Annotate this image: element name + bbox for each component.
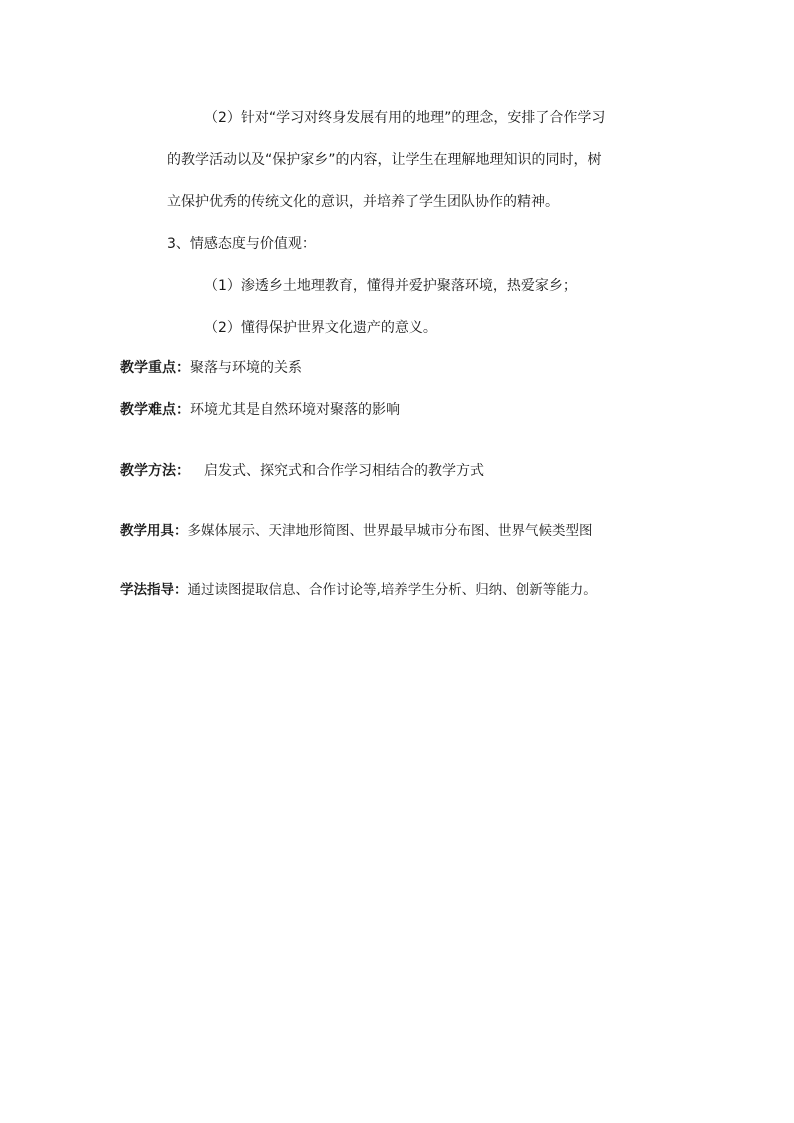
key-point-row <box>120 358 302 378</box>
method-label: 教学方法： <box>120 463 190 479</box>
section3-heading: 3、情感态度与价值观： <box>167 236 316 252</box>
guidance-text: 通过读图提取信息、合作讨论等,培养学生分析、归纳、创新等能力。 <box>187 582 597 598</box>
section3-item-1: （1）渗透乡土地理教育，懂得并爱护聚落环境，热爱家乡； <box>204 278 577 294</box>
guidance-label: 学法指导： <box>120 582 188 598</box>
para2-line1: （2）针对“学习对终身发展有用的地理”的理念，安排了合作学习 <box>204 110 606 126</box>
key-point-label: 教学重点： <box>120 360 190 376</box>
para2-line2: 的教学活动以及“保护家乡”的内容，让学生在理解地理知识的同时，树 <box>167 152 602 168</box>
tools-text: 多媒体展示、天津地形简图、世界最早城市分布图、世界气候类型图 <box>187 523 593 539</box>
method-row <box>120 461 484 481</box>
difficulty-row <box>120 400 400 420</box>
tools-row <box>120 521 593 541</box>
para2-line3: 立保护优秀的传统文化的意识，并培养了学生团队协作的精神。 <box>167 194 559 210</box>
section3-item-2: （2）懂得保护世界文化遗产的意义。 <box>204 320 437 336</box>
difficulty-label: 教学难点： <box>120 402 190 418</box>
difficulty-text: 环境尤其是自然环境对聚落的影响 <box>190 402 400 418</box>
key-point-text: 聚落与环境的关系 <box>190 360 302 376</box>
method-text: 启发式、探究式和合作学习相结合的教学方式 <box>204 463 484 479</box>
tools-label: 教学用具： <box>120 523 188 539</box>
guidance-row <box>120 580 597 600</box>
